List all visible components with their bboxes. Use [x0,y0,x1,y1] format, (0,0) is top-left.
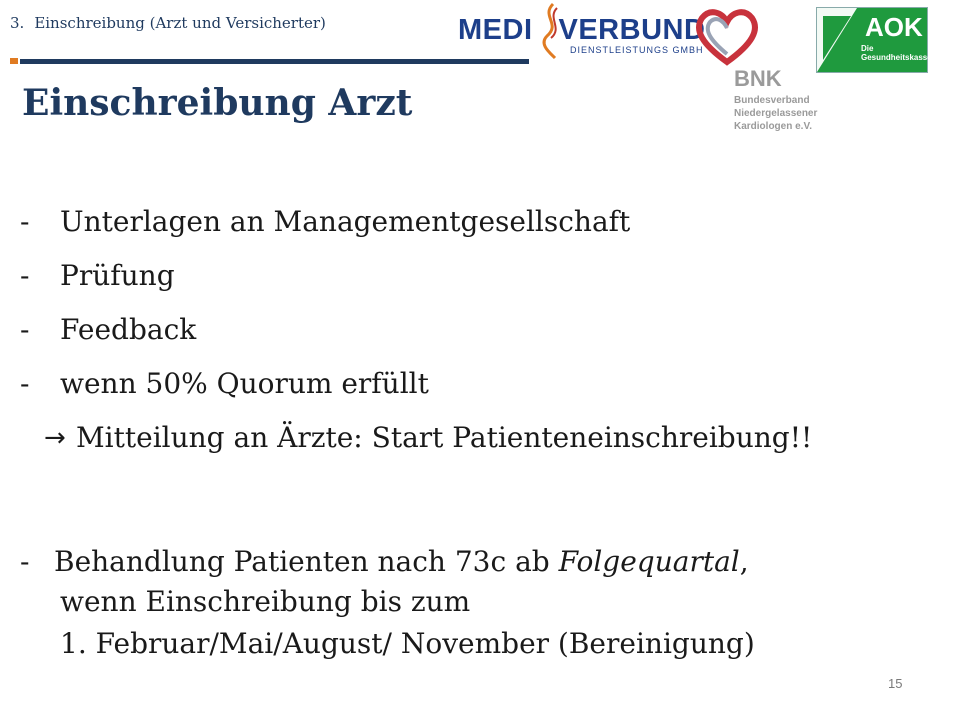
aok-logo [816,7,934,73]
bullet-item: - Feedback [20,303,940,357]
paragraph-line-1: Behandlung Patienten nach 73c ab Folgequartal, [54,545,749,578]
bullet-text: Feedback [60,313,197,346]
bullet-item: - Unterlagen an Managementgesellschaft [20,195,940,249]
breadcrumb [10,14,326,32]
bullet-item: - wenn 50% Quorum erfüllt [20,357,940,411]
bnk-logo [692,6,818,141]
heart-icon [692,6,762,66]
accent-bar-blue [20,59,529,64]
aok-logo-box [816,7,934,73]
aok-logo-subtitle: Die Gesundheitskasse. [861,44,934,62]
bullet-list [20,195,940,465]
aok-logo-name: AOK [865,12,923,42]
section-number: 3. [10,14,25,32]
bnk-logo-subtitle: Bundesverband Niedergelassener Kardiologen e.V. [734,95,818,132]
bullet-text: Unterlagen an Managementgesellschaft [60,205,631,238]
bnk-logo-name: BNK [734,66,782,91]
bullet-text: Prüfung [60,259,175,292]
header-accent-bar [10,58,529,64]
accent-bar-orange [10,58,18,64]
page-number: 15 [888,676,903,691]
slide-title: Einschreibung Arzt [22,82,413,124]
arrow-item [20,411,940,465]
medi-logo-wordmark: MEDI VERBUND [458,14,706,46]
bullet-text: wenn 50% Quorum erfüllt [60,367,429,400]
medi-swirl-icon [535,2,565,60]
section-title: Einschreibung (Arzt und Versicherter) [34,14,326,32]
arrow-text: Mitteilung an Ärzte: Start Patienteneinschreibung!! [76,421,813,454]
medi-logo-subtitle: DIENSTLEISTUNGS GMBH [570,45,704,55]
arrow-right-icon: → [44,423,66,453]
paragraph-line-3: 1. Februar/Mai/August/ November (Bereinigung) [60,627,755,660]
medi-verbund-logo [458,2,706,62]
paragraph-line-2: wenn Einschreibung bis zum [60,585,471,618]
bullet-item: - Prüfung [20,249,940,303]
